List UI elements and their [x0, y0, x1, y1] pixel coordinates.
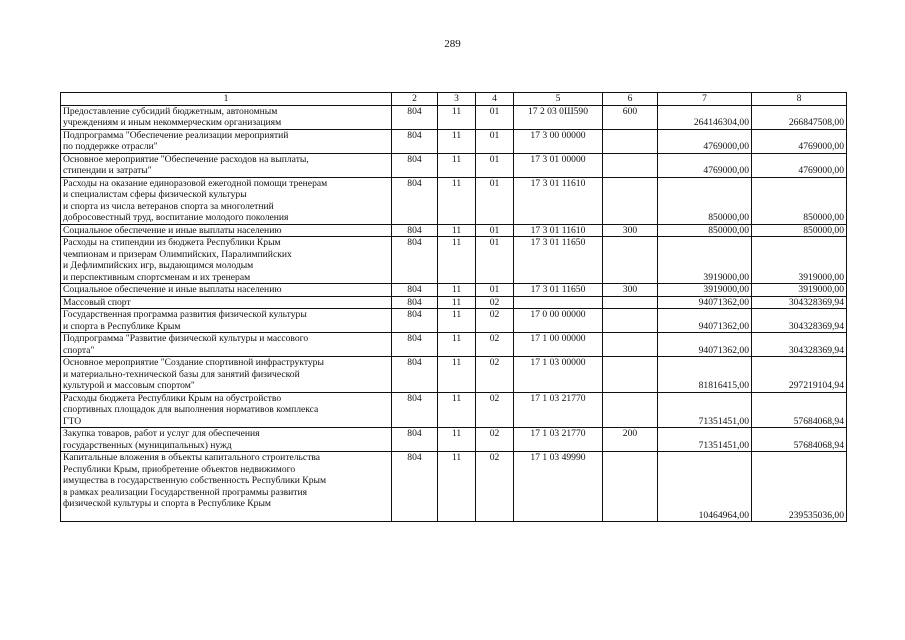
header-cell: 2 [392, 93, 438, 106]
ministry-code: 804 [392, 333, 438, 357]
amount-year-1: 3919000,00 [658, 237, 752, 284]
table-row [61, 129, 847, 153]
table-row [61, 105, 847, 129]
ministry-code: 804 [392, 224, 438, 237]
section-code: 11 [438, 428, 476, 452]
ministry-code: 804 [392, 452, 438, 522]
header-cell: 8 [752, 93, 847, 106]
target-article-code: 17 3 00 00000 [514, 129, 603, 153]
amount-year-1: 264146304,00 [658, 105, 752, 129]
expense-type-code: 600 [603, 105, 658, 129]
subsection-code: 01 [476, 105, 514, 129]
target-article-code: 17 3 01 00000 [514, 153, 603, 177]
ministry-code: 804 [392, 129, 438, 153]
ministry-code: 804 [392, 153, 438, 177]
amount-year-2: 304328369,94 [752, 309, 847, 333]
subsection-code: 01 [476, 129, 514, 153]
header-cell: 7 [658, 93, 752, 106]
table-row [61, 177, 847, 224]
amount-year-1: 850000,00 [658, 177, 752, 224]
section-code: 11 [438, 333, 476, 357]
target-article-code: 17 1 03 21770 [514, 428, 603, 452]
section-code: 11 [438, 224, 476, 237]
amount-year-2: 3919000,00 [752, 237, 847, 284]
subsection-code: 02 [476, 452, 514, 522]
target-article-code: 17 3 01 11610 [514, 177, 603, 224]
ministry-code: 804 [392, 237, 438, 284]
expense-type-code [603, 177, 658, 224]
section-code: 11 [438, 177, 476, 224]
amount-year-1: 4769000,00 [658, 153, 752, 177]
amount-year-1: 71351451,00 [658, 428, 752, 452]
table-row [61, 428, 847, 452]
amount-year-1: 850000,00 [658, 224, 752, 237]
row-description: Расходы на оказание единоразовой ежегодной помощи тренерам и специалистам сферы физической культуры и спорта из числа ветеранов спорта за многолетний добросовестный труд, воспитание молодого поколения [61, 177, 392, 224]
expense-type-code: 300 [603, 284, 658, 297]
section-code: 11 [438, 296, 476, 309]
header-cell: 5 [514, 93, 603, 106]
amount-year-2: 57684068,94 [752, 428, 847, 452]
table-row [61, 309, 847, 333]
ministry-code: 804 [392, 177, 438, 224]
table-row [61, 284, 847, 297]
expense-type-code [603, 309, 658, 333]
amount-year-2: 239535036,00 [752, 452, 847, 522]
section-code: 11 [438, 237, 476, 284]
target-article-code: 17 3 01 11650 [514, 237, 603, 284]
row-description: Социальное обеспечение и иные выплаты населению [61, 284, 392, 297]
target-article-code: 17 3 01 11650 [514, 284, 603, 297]
amount-year-1: 10464964,00 [658, 452, 752, 522]
amount-year-2: 304328369,94 [752, 333, 847, 357]
ministry-code: 804 [392, 392, 438, 428]
subsection-code: 02 [476, 296, 514, 309]
section-code: 11 [438, 153, 476, 177]
section-code: 11 [438, 129, 476, 153]
subsection-code: 01 [476, 153, 514, 177]
row-description: Капитальные вложения в объекты капитального строительства Республики Крым, приобретение объектов недвижимого имущества в государственную собственность Республики Крым в рамках реализации Государственной программы развития физической культуры и спорта в Республике Крым [61, 452, 392, 522]
target-article-code: 17 1 03 00000 [514, 357, 603, 393]
target-article-code: 17 1 00 00000 [514, 333, 603, 357]
ministry-code: 804 [392, 284, 438, 297]
header-cell: 3 [438, 93, 476, 106]
row-description: Подпрограмма "Развитие физической культуры и массового спорта" [61, 333, 392, 357]
amount-year-2: 850000,00 [752, 224, 847, 237]
expense-type-code [603, 452, 658, 522]
amount-year-1: 94071362,00 [658, 309, 752, 333]
budget-table [60, 92, 847, 522]
expense-type-code [603, 153, 658, 177]
amount-year-2: 3919000,00 [752, 284, 847, 297]
amount-year-1: 81816415,00 [658, 357, 752, 393]
section-code: 11 [438, 357, 476, 393]
target-article-code [514, 296, 603, 309]
section-code: 11 [438, 309, 476, 333]
subsection-code: 02 [476, 309, 514, 333]
subsection-code: 02 [476, 392, 514, 428]
row-description: Основное мероприятие "Создание спортивной инфраструктуры и материально-технической базы для занятий физической культурой и массовым спортом" [61, 357, 392, 393]
table-row [61, 392, 847, 428]
amount-year-2: 266847508,00 [752, 105, 847, 129]
target-article-code: 17 1 03 21770 [514, 392, 603, 428]
table-row [61, 153, 847, 177]
target-article-code: 17 1 03 49990 [514, 452, 603, 522]
expense-type-code [603, 129, 658, 153]
row-description: Предоставление субсидий бюджетным, автономным учреждениям и иным некоммерческим организациям [61, 105, 392, 129]
subsection-code: 02 [476, 357, 514, 393]
row-description: Массовый спорт [61, 296, 392, 309]
ministry-code: 804 [392, 296, 438, 309]
subsection-code: 01 [476, 177, 514, 224]
target-article-code: 17 2 03 0Ш590 [514, 105, 603, 129]
header-cell: 4 [476, 93, 514, 106]
expense-type-code: 200 [603, 428, 658, 452]
amount-year-2: 304328369,94 [752, 296, 847, 309]
amount-year-1: 94071362,00 [658, 333, 752, 357]
section-code: 11 [438, 452, 476, 522]
table-row [61, 224, 847, 237]
row-description: Расходы на стипендии из бюджета Республики Крым чемпионам и призерам Олимпийских, Паралимпийских и Дефлимпийских игр, выдающимся молодым и перспективным спортсменам и их тренерам [61, 237, 392, 284]
row-description: Государственная программа развития физической культуры и спорта в Республике Крым [61, 309, 392, 333]
table-row [61, 296, 847, 309]
ministry-code: 804 [392, 105, 438, 129]
amount-year-1: 71351451,00 [658, 392, 752, 428]
amount-year-2: 850000,00 [752, 177, 847, 224]
row-description: Подпрограмма "Обеспечение реализации мероприятий по поддержке отрасли" [61, 129, 392, 153]
amount-year-2: 4769000,00 [752, 129, 847, 153]
section-code: 11 [438, 392, 476, 428]
table-row [61, 333, 847, 357]
amount-year-2: 297219104,94 [752, 357, 847, 393]
table-row [61, 452, 847, 522]
amount-year-1: 4769000,00 [658, 129, 752, 153]
page-number: 289 [444, 38, 461, 50]
amount-year-2: 4769000,00 [752, 153, 847, 177]
ministry-code: 804 [392, 309, 438, 333]
subsection-code: 01 [476, 237, 514, 284]
row-description: Социальное обеспечение и иные выплаты населению [61, 224, 392, 237]
table-row [61, 357, 847, 393]
expense-type-code [603, 296, 658, 309]
expense-type-code: 300 [603, 224, 658, 237]
ministry-code: 804 [392, 428, 438, 452]
row-description: Основное мероприятие "Обеспечение расходов на выплаты, стипендии и затраты" [61, 153, 392, 177]
expense-type-code [603, 237, 658, 284]
header-cell: 1 [61, 93, 392, 106]
expense-type-code [603, 333, 658, 357]
expense-type-code [603, 357, 658, 393]
table-header-row [61, 93, 847, 106]
amount-year-1: 94071362,00 [658, 296, 752, 309]
expense-type-code [603, 392, 658, 428]
amount-year-2: 57684068,94 [752, 392, 847, 428]
row-description: Закупка товаров, работ и услуг для обеспечения государственных (муниципальных) нужд [61, 428, 392, 452]
section-code: 11 [438, 105, 476, 129]
row-description: Расходы бюджета Республики Крым на обустройство спортивных площадок для выполнения нормативов комплекса ГТО [61, 392, 392, 428]
target-article-code: 17 3 01 11610 [514, 224, 603, 237]
section-code: 11 [438, 284, 476, 297]
subsection-code: 02 [476, 428, 514, 452]
amount-year-1: 3919000,00 [658, 284, 752, 297]
subsection-code: 01 [476, 224, 514, 237]
ministry-code: 804 [392, 357, 438, 393]
target-article-code: 17 0 00 00000 [514, 309, 603, 333]
subsection-code: 01 [476, 284, 514, 297]
table-row [61, 237, 847, 284]
subsection-code: 02 [476, 333, 514, 357]
header-cell: 6 [603, 93, 658, 106]
